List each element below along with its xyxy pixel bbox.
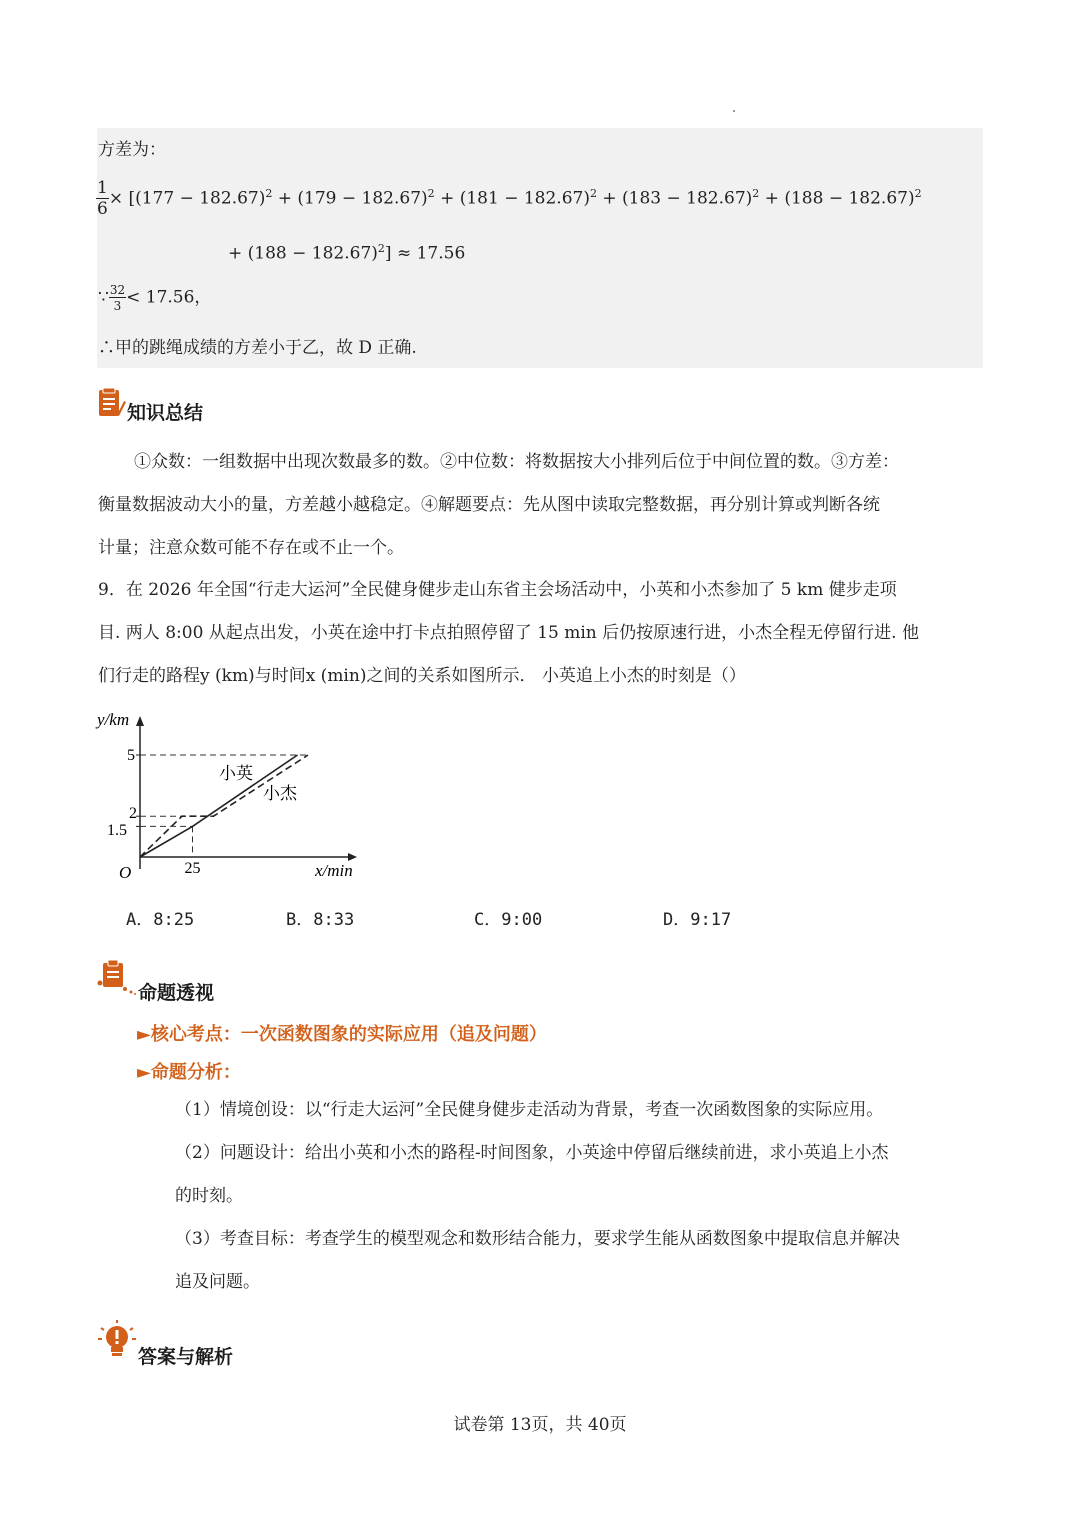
fraction-one-sixth: $\frac{1}{6}$ — [97, 178, 108, 219]
distance-time-chart — [95, 700, 375, 890]
question-line: 们行走的路程y (km)与时间x (min)之间的关系如图所示． 小英追上小杰的时刻是（） — [98, 666, 746, 686]
variance-formula-line2: + $(188 - 182.67)^2] \approx 17.56$ — [228, 242, 466, 264]
series-label-xiaoying: 小英 — [219, 764, 253, 783]
bulb-icon — [98, 1320, 136, 1366]
knowledge-line: 计量；注意众数可能不存在或不止一个。 — [98, 538, 404, 558]
because-line: ∵ $\frac{32}{3}$ < 17.56， — [98, 283, 212, 313]
y-tick-label: 5 — [127, 747, 135, 764]
clipboard-icon — [97, 957, 137, 1001]
answer-title: 答案与解析 — [138, 1346, 234, 1368]
analysis-item: （3）考查目标：考查学生的模型观念和数形结合能力，要求学生能从函数图象中提取信息并解决 — [175, 1229, 900, 1249]
analysis-item: 的时刻。 — [175, 1186, 243, 1206]
knowledge-title: 知识总结 — [127, 402, 204, 424]
option-d[interactable]: D．9:17 — [663, 910, 732, 930]
conclusion-line: ∴甲的跳绳成绩的方差小于乙，故 D 正确. — [98, 338, 417, 358]
x-axis-label: x/min — [315, 861, 353, 880]
question-line: 9．在 2026 年全国“行走大运河”全民健身健步走山东省主会场活动中，小英和小杰参加了 5 km 健步走项 — [98, 580, 897, 600]
knowledge-line: ①众数：一组数据中出现次数最多的数。②中位数：将数据按大小排列后位于中间位置的数。③方差： — [134, 452, 899, 472]
knowledge-body — [98, 441, 978, 570]
x-axis-arrow — [348, 853, 357, 861]
variance-formula-line1: $\frac{1}{6}$ × [$(177 - 182.67)^2 + (179 - 182.67)^2 + (181 - 182.67)^2 + (183 - 182.67)^2 + (188 - 182.67)^2$ — [97, 178, 922, 219]
analysis-item: 追及问题。 — [175, 1272, 260, 1292]
y-axis-label: y/km — [97, 710, 130, 729]
option-b[interactable]: B．8:33 — [286, 910, 355, 930]
analysis-label: ►命题分析： — [137, 1062, 241, 1083]
question-line: 目. 两人 8:00 从起点出发，小英在途中打卡点拍照停留了 15 min 后仍按原速行进，小杰全程无停留行进. 他 — [98, 623, 919, 643]
knowledge-line: 衡量数据波动大小的量，方差越小越稳定。④解题要点：先从图中读取完整数据，再分别计算或判断各统 — [98, 495, 880, 515]
x-tick-label: 25 — [184, 860, 201, 877]
variance-label: 方差为： — [98, 140, 166, 160]
question-9 — [98, 569, 978, 698]
page-footer: 试卷第 13页，共 40页 — [453, 1415, 627, 1435]
analysis-items — [175, 1089, 985, 1304]
y-tick-label: 2 — [129, 805, 137, 822]
note-icon — [97, 387, 127, 423]
y-tick-label: 1.5 — [107, 822, 127, 839]
option-a[interactable]: A．8:25 — [126, 910, 195, 930]
analysis-title: 命题透视 — [138, 982, 215, 1004]
analysis-item: （2）问题设计：给出小英和小杰的路程-时间图象，小英途中停留后继续前进，求小英追上小杰 — [175, 1143, 889, 1163]
analysis-item: （1）情境创设：以“行走大运河”全民健身健步走活动为背景，考查一次函数图象的实际应用。 — [175, 1100, 884, 1120]
series-label-xiaojie: 小杰 — [263, 784, 297, 803]
core-point: ►核心考点：一次函数图象的实际应用（追及问题） — [137, 1024, 547, 1045]
y-axis-arrow — [136, 716, 144, 726]
origin-label: O — [119, 863, 132, 882]
scan-dot — [733, 110, 735, 112]
option-c[interactable]: C．9:00 — [474, 910, 543, 930]
fraction-32-3: $\frac{32}{3}$ — [109, 283, 126, 313]
